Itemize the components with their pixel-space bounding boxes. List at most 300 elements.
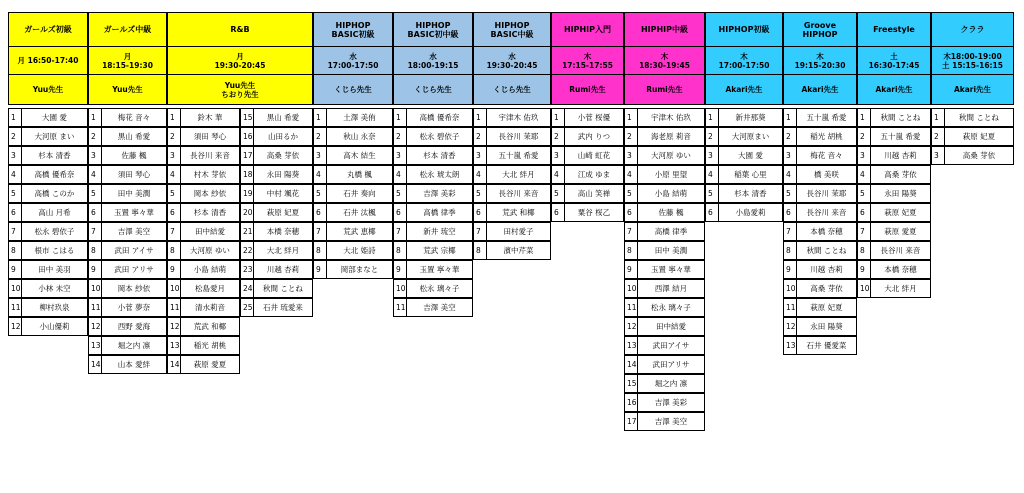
student-row xyxy=(167,298,240,317)
student-row xyxy=(88,298,167,317)
student-name: 宇津木 佑玖 xyxy=(638,108,705,127)
student-number: 4 xyxy=(705,165,719,184)
student-number: 1 xyxy=(393,108,407,127)
student-name: 本橋 奈穂 xyxy=(871,260,931,279)
student-number: 2 xyxy=(551,127,565,146)
student-row xyxy=(857,108,931,127)
student-number: 1 xyxy=(167,108,181,127)
teacher-cell: Akari先生 xyxy=(857,74,931,105)
teacher-cell: くじら先生 xyxy=(313,74,393,105)
student-name: 松島愛月 xyxy=(181,279,240,298)
student-number: 7 xyxy=(167,222,181,241)
class-name-cell: ガールズ初級 xyxy=(8,12,88,47)
student-number: 5 xyxy=(313,184,327,203)
student-row xyxy=(88,260,167,279)
student-row xyxy=(313,203,393,222)
student-number: 21 xyxy=(240,222,254,241)
student-name: 高橋 律季 xyxy=(638,222,705,241)
student-name: 本橋 奈穂 xyxy=(797,222,857,241)
student-name: 吉澤 美空 xyxy=(102,222,167,241)
student-row xyxy=(783,127,857,146)
student-number: 8 xyxy=(473,241,487,260)
student-name: 長谷川 来音 xyxy=(181,146,240,165)
class-name-cell: HIPHIP中級 xyxy=(624,12,705,47)
student-row xyxy=(8,241,88,260)
student-name: 須田 琴心 xyxy=(181,127,240,146)
student-name: 石井 汰楓 xyxy=(327,203,393,222)
student-number: 1 xyxy=(551,108,565,127)
student-name: 土澤 美侑 xyxy=(327,108,393,127)
student-number: 1 xyxy=(8,108,22,127)
class-time-cell: 木18:00-19:00 土 15:15-16:15 xyxy=(931,46,1014,75)
student-row xyxy=(783,317,857,336)
student-number: 3 xyxy=(8,146,22,165)
student-row xyxy=(240,108,313,127)
student-name: 岡本 紗依 xyxy=(181,184,240,203)
student-row xyxy=(88,317,167,336)
student-row xyxy=(167,127,240,146)
student-name: 高山 笑禅 xyxy=(565,184,624,203)
student-name: 小島 結萌 xyxy=(181,260,240,279)
student-name: 高木 結生 xyxy=(327,146,393,165)
student-number: 6 xyxy=(8,203,22,222)
student-row xyxy=(783,146,857,165)
student-number: 3 xyxy=(705,146,719,165)
student-name: 新井 琉空 xyxy=(407,222,473,241)
student-row xyxy=(624,298,705,317)
student-row xyxy=(783,260,857,279)
student-row xyxy=(857,203,931,222)
student-name: 山崎 虹花 xyxy=(565,146,624,165)
student-name: 黒山 希愛 xyxy=(254,108,313,127)
student-number: 10 xyxy=(88,279,102,298)
student-name: 川越 杏莉 xyxy=(254,260,313,279)
student-number: 4 xyxy=(857,165,871,184)
student-row xyxy=(88,355,167,374)
student-row xyxy=(8,279,88,298)
student-name: 杉本 清香 xyxy=(22,146,88,165)
student-row xyxy=(705,203,783,222)
student-name: 永田 陽葵 xyxy=(871,184,931,203)
student-name: 武内 りつ xyxy=(565,127,624,146)
student-name: 梅花 音々 xyxy=(797,146,857,165)
student-row xyxy=(393,298,473,317)
student-number: 11 xyxy=(167,298,181,317)
student-name: 長谷川 茉耶 xyxy=(797,184,857,203)
student-row xyxy=(313,146,393,165)
student-name: 大河原まい xyxy=(719,127,783,146)
student-number: 3 xyxy=(931,146,945,165)
student-row xyxy=(473,184,551,203)
student-row xyxy=(551,203,624,222)
student-number: 2 xyxy=(393,127,407,146)
student-row xyxy=(783,279,857,298)
student-row xyxy=(240,165,313,184)
student-name: 五十嵐 希愛 xyxy=(487,146,551,165)
student-name: 柳村玖泉 xyxy=(22,298,88,317)
student-row xyxy=(624,374,705,393)
student-name: 荒武 宗椰 xyxy=(407,241,473,260)
student-row xyxy=(931,146,1014,165)
student-row xyxy=(624,355,705,374)
student-row xyxy=(313,127,393,146)
student-row xyxy=(705,146,783,165)
student-row xyxy=(8,222,88,241)
student-name: 西野 愛海 xyxy=(102,317,167,336)
student-number: 6 xyxy=(167,203,181,222)
student-name: 橋 美咲 xyxy=(797,165,857,184)
student-number: 2 xyxy=(857,127,871,146)
student-number: 1 xyxy=(624,108,638,127)
student-number: 25 xyxy=(240,298,254,317)
student-number: 1 xyxy=(857,108,871,127)
student-number: 2 xyxy=(473,127,487,146)
student-row xyxy=(551,146,624,165)
student-name: 佐藤 楓 xyxy=(638,203,705,222)
student-row xyxy=(393,165,473,184)
student-number: 9 xyxy=(624,260,638,279)
student-name: 杉本 清香 xyxy=(719,184,783,203)
student-row xyxy=(393,222,473,241)
student-row xyxy=(88,241,167,260)
student-number: 2 xyxy=(88,127,102,146)
student-name: 大河原 ゆい xyxy=(181,241,240,260)
student-name: 萩原 愛夏 xyxy=(871,222,931,241)
student-number: 5 xyxy=(705,184,719,203)
student-name: 高桑 芽依 xyxy=(254,146,313,165)
student-row xyxy=(931,127,1014,146)
student-row xyxy=(624,108,705,127)
student-name: 長谷川 茉耶 xyxy=(487,127,551,146)
class-name-cell: HIPHOP初級 xyxy=(705,12,783,47)
student-number: 10 xyxy=(8,279,22,298)
student-row xyxy=(857,241,931,260)
student-name: 田中 美羽 xyxy=(22,260,88,279)
student-name: 五十嵐 希愛 xyxy=(797,108,857,127)
student-number: 6 xyxy=(624,203,638,222)
teacher-cell: くじら先生 xyxy=(393,74,473,105)
student-number: 2 xyxy=(8,127,22,146)
student-row xyxy=(240,279,313,298)
student-number: 4 xyxy=(551,165,565,184)
student-row xyxy=(313,184,393,203)
student-name: 高橋 優希奈 xyxy=(407,108,473,127)
student-number: 2 xyxy=(167,127,181,146)
student-number: 5 xyxy=(473,184,487,203)
student-number: 9 xyxy=(783,260,797,279)
student-name: 岡部まなと xyxy=(327,260,393,279)
student-row xyxy=(167,222,240,241)
student-row xyxy=(624,279,705,298)
student-number: 23 xyxy=(240,260,254,279)
student-name: 須田 琴心 xyxy=(102,165,167,184)
student-row xyxy=(88,203,167,222)
student-number: 14 xyxy=(624,355,638,374)
student-number: 4 xyxy=(167,165,181,184)
student-number: 9 xyxy=(393,260,407,279)
student-number: 7 xyxy=(8,222,22,241)
student-number: 3 xyxy=(393,146,407,165)
student-name: 武田 アイサ xyxy=(102,241,167,260)
student-number: 4 xyxy=(313,165,327,184)
student-row xyxy=(783,165,857,184)
student-number: 9 xyxy=(8,260,22,279)
student-row xyxy=(167,336,240,355)
student-row xyxy=(473,127,551,146)
student-number: 5 xyxy=(393,184,407,203)
student-row xyxy=(8,317,88,336)
student-name: 小菅 桜優 xyxy=(565,108,624,127)
student-row xyxy=(783,108,857,127)
student-row xyxy=(167,260,240,279)
class-name-cell: Freestyle xyxy=(857,12,931,47)
student-number: 17 xyxy=(624,412,638,431)
student-row xyxy=(473,222,551,241)
student-number: 3 xyxy=(624,146,638,165)
student-row xyxy=(167,279,240,298)
student-row xyxy=(167,241,240,260)
student-name: 秋間 ことね xyxy=(797,241,857,260)
student-row xyxy=(473,165,551,184)
student-name: 松永 璃々子 xyxy=(638,298,705,317)
student-name: 大北 姫詩 xyxy=(327,241,393,260)
student-row xyxy=(313,241,393,260)
class-time-cell: 木 17:00-17:50 xyxy=(705,46,783,75)
teacher-cell: Yuu先生 xyxy=(88,74,167,105)
student-number: 1 xyxy=(783,108,797,127)
teacher-cell: Yuu先生 ちおり先生 xyxy=(167,74,313,105)
student-row xyxy=(167,184,240,203)
student-row xyxy=(240,127,313,146)
student-row xyxy=(624,222,705,241)
student-row xyxy=(705,127,783,146)
student-number: 1 xyxy=(705,108,719,127)
student-row xyxy=(393,184,473,203)
student-number: 5 xyxy=(167,184,181,203)
student-name: 萩原 愛夏 xyxy=(181,355,240,374)
student-row xyxy=(8,108,88,127)
student-number: 3 xyxy=(313,146,327,165)
student-number: 7 xyxy=(393,222,407,241)
student-name: 玉置 寧々華 xyxy=(407,260,473,279)
student-row xyxy=(88,184,167,203)
student-name: 本橋 奈穂 xyxy=(254,222,313,241)
student-number: 14 xyxy=(88,355,102,374)
student-number: 6 xyxy=(705,203,719,222)
student-name: 秋間 ことね xyxy=(254,279,313,298)
student-row xyxy=(240,146,313,165)
class-time-cell: 水 18:00-19:15 xyxy=(393,46,473,75)
student-name: 萩原 妃夏 xyxy=(945,127,1014,146)
student-row xyxy=(551,165,624,184)
student-number: 15 xyxy=(624,374,638,393)
student-number: 14 xyxy=(167,355,181,374)
student-name: 田中 美潤 xyxy=(102,184,167,203)
teacher-cell: くじら先生 xyxy=(473,74,551,105)
student-number: 6 xyxy=(857,203,871,222)
student-row xyxy=(783,298,857,317)
student-number: 1 xyxy=(88,108,102,127)
student-number: 3 xyxy=(88,146,102,165)
student-row xyxy=(240,203,313,222)
class-time-cell: 木 17:15-17:55 xyxy=(551,46,624,75)
student-number: 2 xyxy=(624,127,638,146)
student-name: 玉置 寧々華 xyxy=(638,260,705,279)
student-name: 萩原 妃夏 xyxy=(797,298,857,317)
student-name: 中村 颯花 xyxy=(254,184,313,203)
student-row xyxy=(551,108,624,127)
student-number: 8 xyxy=(857,241,871,260)
class-time-cell: 水 17:00-17:50 xyxy=(313,46,393,75)
student-row xyxy=(393,241,473,260)
student-row xyxy=(88,127,167,146)
student-name: 宇津木 佑玖 xyxy=(487,108,551,127)
teacher-cell: Yuu先生 xyxy=(8,74,88,105)
student-name: 高桑 芽依 xyxy=(871,165,931,184)
student-name: 堀之内 凛 xyxy=(102,336,167,355)
student-name: 粟谷 桜乙 xyxy=(565,203,624,222)
student-number: 8 xyxy=(313,241,327,260)
class-name-cell: R&B xyxy=(167,12,313,47)
student-row xyxy=(393,260,473,279)
student-name: 江成 ゆま xyxy=(565,165,624,184)
student-name: 小菅 夢奈 xyxy=(102,298,167,317)
student-name: 長谷川 来音 xyxy=(487,184,551,203)
student-name: 松永 碧依子 xyxy=(22,222,88,241)
student-number: 7 xyxy=(88,222,102,241)
student-row xyxy=(8,298,88,317)
student-name: 村木 芽依 xyxy=(181,165,240,184)
student-number: 8 xyxy=(88,241,102,260)
class-name-cell: Groove HIPHOP xyxy=(783,12,857,47)
student-name: 田中結愛 xyxy=(638,317,705,336)
teacher-cell: Rumi先生 xyxy=(624,74,705,105)
student-number: 4 xyxy=(393,165,407,184)
student-name: 小林 未空 xyxy=(22,279,88,298)
student-name: 堀之内 凛 xyxy=(638,374,705,393)
student-number: 11 xyxy=(393,298,407,317)
student-row xyxy=(551,184,624,203)
student-number: 6 xyxy=(783,203,797,222)
student-number: 3 xyxy=(783,146,797,165)
student-number: 13 xyxy=(624,336,638,355)
student-number: 10 xyxy=(393,279,407,298)
student-number: 16 xyxy=(624,393,638,412)
student-number: 6 xyxy=(393,203,407,222)
student-name: 荒武 和椰 xyxy=(181,317,240,336)
student-row xyxy=(473,203,551,222)
teacher-cell: Akari先生 xyxy=(783,74,857,105)
student-name: 鈴木 華 xyxy=(181,108,240,127)
student-row xyxy=(88,279,167,298)
student-row xyxy=(857,127,931,146)
student-name: 梅花 音々 xyxy=(102,108,167,127)
student-row xyxy=(624,241,705,260)
student-name: 武田アイサ xyxy=(638,336,705,355)
student-number: 1 xyxy=(313,108,327,127)
student-row xyxy=(783,222,857,241)
student-name: 杉本 清香 xyxy=(181,203,240,222)
student-row xyxy=(857,222,931,241)
student-row xyxy=(167,203,240,222)
student-number: 22 xyxy=(240,241,254,260)
student-name: 大北 絆月 xyxy=(871,279,931,298)
student-number: 4 xyxy=(88,165,102,184)
student-name: 石井 優愛菜 xyxy=(797,336,857,355)
student-name: 松永 璃々子 xyxy=(407,279,473,298)
student-number: 12 xyxy=(783,317,797,336)
student-row xyxy=(8,184,88,203)
student-number: 7 xyxy=(857,222,871,241)
student-row xyxy=(473,241,551,260)
student-name: 濱中芹菜 xyxy=(487,241,551,260)
student-number: 10 xyxy=(624,279,638,298)
student-row xyxy=(624,412,705,431)
student-number: 9 xyxy=(313,260,327,279)
student-row xyxy=(705,184,783,203)
student-row xyxy=(313,260,393,279)
student-row xyxy=(88,165,167,184)
student-name: 大園 愛 xyxy=(22,108,88,127)
student-row xyxy=(88,146,167,165)
student-number: 2 xyxy=(705,127,719,146)
student-row xyxy=(167,146,240,165)
student-number: 12 xyxy=(88,317,102,336)
student-row xyxy=(705,165,783,184)
student-name: 稲光 胡桃 xyxy=(797,127,857,146)
student-number: 3 xyxy=(551,146,565,165)
class-time-cell: 木 19:15-20:30 xyxy=(783,46,857,75)
student-name: 吉澤 美彩 xyxy=(407,184,473,203)
student-row xyxy=(240,260,313,279)
student-name: 萩原 妃夏 xyxy=(254,203,313,222)
student-name: 田中 美潤 xyxy=(638,241,705,260)
class-time-cell: 土 16:30-17:45 xyxy=(857,46,931,75)
student-name: 稲葉 心里 xyxy=(719,165,783,184)
student-row xyxy=(857,165,931,184)
student-name: 荒武 恵椰 xyxy=(327,222,393,241)
student-name: 稲光 胡桃 xyxy=(181,336,240,355)
student-number: 1 xyxy=(473,108,487,127)
student-name: 松永 琥太朗 xyxy=(407,165,473,184)
student-name: 田村愛子 xyxy=(487,222,551,241)
student-number: 10 xyxy=(783,279,797,298)
student-number: 13 xyxy=(167,336,181,355)
student-row xyxy=(8,146,88,165)
student-number: 2 xyxy=(313,127,327,146)
student-number: 5 xyxy=(857,184,871,203)
class-time-cell: 木 18:30-19:45 xyxy=(624,46,705,75)
student-name: 清水莉音 xyxy=(181,298,240,317)
student-row xyxy=(167,165,240,184)
student-number: 9 xyxy=(88,260,102,279)
class-name-cell: HIPHIP入門 xyxy=(551,12,624,47)
student-name: 大園 愛 xyxy=(719,146,783,165)
student-name: 長谷川 来音 xyxy=(871,241,931,260)
student-row xyxy=(313,165,393,184)
student-name: 田中結愛 xyxy=(181,222,240,241)
student-row xyxy=(393,108,473,127)
student-row xyxy=(624,317,705,336)
class-time-cell: 水 19:30-20:45 xyxy=(473,46,551,75)
student-name: 松永 碧依子 xyxy=(407,127,473,146)
student-number: 2 xyxy=(931,127,945,146)
student-name: 根市 こはる xyxy=(22,241,88,260)
student-number: 8 xyxy=(393,241,407,260)
class-time-cell: 月 19:30-20:45 xyxy=(167,46,313,75)
student-name: 川越 杏莉 xyxy=(797,260,857,279)
student-number: 5 xyxy=(88,184,102,203)
